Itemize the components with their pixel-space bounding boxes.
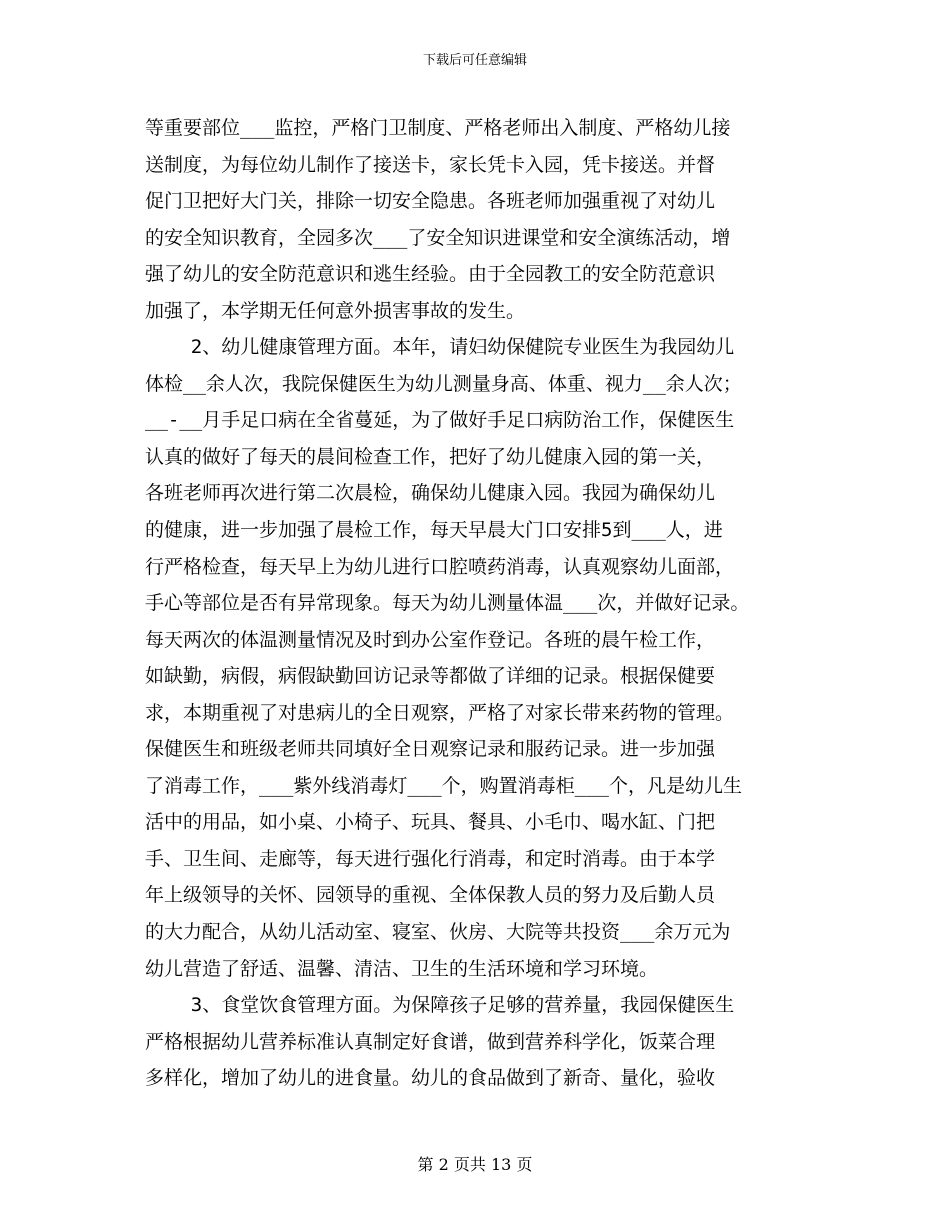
text-line: 行严格检查，每天早上为幼儿进行口腔喷药消毒，认真观察幼儿面部，	[145, 555, 735, 578]
text-line: 每天两次的体温测量情况及时到办公室作登记。各班的晨午检工作，	[145, 628, 716, 651]
text-line: 认真的做好了每天的晨间检查工作，把好了幼儿健康入园的第一关，	[145, 445, 716, 468]
text-line: 了消毒工作，___紫外线消毒灯___个，购置消毒柜___个，凡是幼儿生	[145, 774, 742, 797]
text-line: 2、幼儿健康管理方面。本年，请妇幼保健院专业医生为我园幼儿	[145, 336, 735, 359]
text-line: 活中的用品，如小桌、小椅子、玩具、餐具、小毛巾、喝水缸、门把	[145, 811, 716, 834]
text-line: 促门卫把好大门关，排除一切安全隐患。各班老师加强重视了对幼儿	[145, 190, 716, 213]
page-header: 下载后可任意编辑	[422, 53, 527, 68]
text-line: 送制度，为每位幼儿制作了接送卡，家长凭卡入园，凭卡接送。并督	[145, 153, 716, 176]
text-line: 强了幼儿的安全防范意识和逃生经验。由于全园教工的安全防范意识	[145, 263, 716, 286]
text-line: 等重要部位___监控，严格门卫制度、严格老师出入制度、严格幼儿接	[145, 117, 731, 139]
text-line: 的大力配合，从幼儿活动室、寝室、伙房、大院等共投资___余万元为	[145, 921, 731, 944]
text-line: 各班老师再次进行第二次晨检，确保幼儿健康入园。我园为确保幼儿	[145, 482, 716, 505]
text-line: 体检__余人次，我院保健医生为幼儿测量身高、体重、视力__余人次；	[145, 372, 742, 395]
text-line: 手、卫生间、走廊等，每天进行强化行消毒，和定时消毒。由于本学	[145, 847, 716, 870]
text-line: 如缺勤，病假，病假缺勤回访记录等都做了详细的记录。根据保健要	[145, 665, 716, 688]
text-line: 幼儿营造了舒适、温馨、清洁、卫生的生活环境和学习环境。	[145, 957, 659, 980]
text-line: __-__月手足口病在全省蔓延，为了做好手足口病防治工作，保健医生	[145, 409, 735, 432]
text-line: 3、食堂饮食管理方面。为保障孩子足够的营养量，我园保健医生	[145, 994, 735, 1017]
text-line: 年上级领导的关怀、园领导的重视、全体保教人员的努力及后勤人员	[145, 884, 716, 907]
text-line: 的健康，进一步加强了晨检工作，每天早晨大门口安排5到___人，进	[145, 519, 723, 542]
text-line: 严格根据幼儿营养标准认真制定好食谱，做到营养科学化，饭菜合理	[145, 1030, 716, 1053]
body-text	[145, 110, 810, 1097]
text-line: 求，本期重视了对患病儿的全日观察，严格了对家长带来药物的管理。	[145, 701, 735, 724]
text-line: 保健医生和班级老师共同填好全日观察记录和服药记录。进一步加强	[145, 738, 716, 761]
text-line: 的安全知识教育，全园多次___了安全知识进课堂和安全演练活动，增	[145, 226, 731, 249]
text-line: 多样化，增加了幼儿的进食量。幼儿的食品做到了新奇、量化，验收	[145, 1067, 716, 1090]
page-number: 第 2 页共 13 页	[417, 1155, 533, 1174]
text-line: 手心等部位是否有异常现象。每天为幼儿测量体温___次，并做好记录。	[145, 592, 750, 615]
text-line: 加强了，本学期无任何意外损害事故的发生。	[145, 299, 526, 322]
